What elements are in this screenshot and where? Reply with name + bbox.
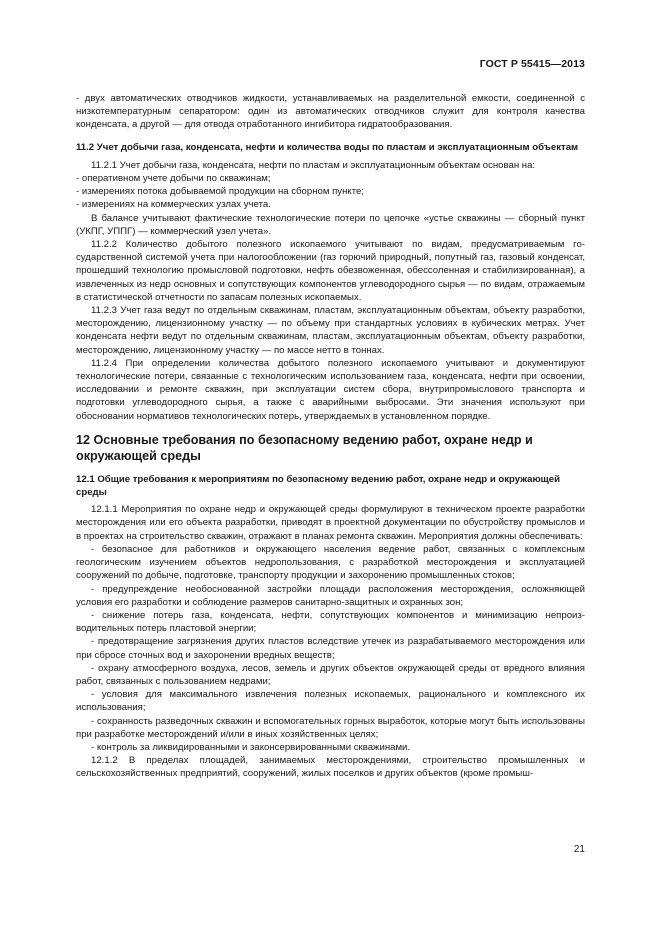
paragraph: 11.2.1 Учет добычи газа, конденсата, нефти по пластам и эксплуатационным объектам основан на:: [91, 159, 536, 171]
list-item: - условия для максимального извлечения полезных ископаемых, рационального и комплексного их использования;: [76, 689, 585, 714]
list-item: - охрану атмосферного воздуха, лесов, земель и других объектов окружающей среды от вредного влияния работ, связанных с пользованием недрами;: [76, 662, 585, 687]
list-item: - контроль за ликвидированными и законсервированными скважинами.: [91, 741, 411, 753]
list-item: - снижение потерь газа, конденсата, нефти, сопутствующих компонентов и минимизацию непроизводительных потерь пластовой энергии;: [76, 609, 585, 635]
page-number: 21: [573, 844, 585, 855]
list-item: - предупреждение необоснованной застройки площади расположения месторождения, осложняющей условия его разработки и соблюдение размеров санитарно-защитных и охранных зон;: [76, 583, 585, 608]
list-item: - предотвращение загрязнения других пластов вследствие утечек из разрабатываемого месторождения или при сбросе сточных вод и захоронении вредных веществ;: [76, 636, 585, 661]
document-body: [76, 92, 585, 781]
list-item: - измерениях на коммерческих узлах учета.: [76, 199, 271, 211]
document-header-id: ГОСТ Р 55415—2013: [479, 58, 585, 70]
paragraph: 11.2.4 При определении количества добытого полезного ископаемого учитывают и документируют технологические потери, связанные с технологическим использованием газа, конденсата, нефти при освоении, исследовании и ремонте скважин, при эксплуатации систем сбора, внутрипромыслового транспорта и подготовки углеводородного сырья, а также с аварийными выбросами. Эти значения используют при обосновании нормативов технологических потерь, утверждаемых в установленном порядке.: [76, 357, 585, 422]
list-item: - безопасное для работников и окружающего населения ведение работ, связанных с комплексным геологическим изучением объектов недропользования, с разработкой месторождения и эксплуатацией сооружений по добыче, подготовке, транспорту продукции и захоронению промышленных стоков;: [76, 543, 585, 582]
paragraph: - двух автоматических отводчиков жидкости, устанавливаемых на разделительной емкости, соединенной с низкотемпературным сепаратором: один из автоматических отводчиков служит для контроля качества конденсата, а другой — для отвода отработанного ингибитора гидратообразования.: [76, 93, 585, 131]
section-heading-12-1: 12.1 Общие требования к мероприятиям по безопасному ведению работ, охране недр и окружающей среды: [76, 473, 561, 499]
list-item: - сохранность разведочных скважин и вспомогательных горных выработок, которые могут быть использованы при разработке месторождений и/или в иных хозяйственных целях;: [76, 715, 585, 740]
paragraph: 12.1.1 Мероприятия по охране недр и окружающей среды формулируют в техническом проекте разработки месторождения или его объекта разработки, приводят в проектной документации по обустройству промыслов и в проектах на строительство скважин, отражают в планах ремонта скважин. Мероприятия должны обеспечивать:: [76, 504, 585, 542]
list-item: - измерениях потока добываемой продукции на сборном пункте;: [76, 186, 364, 198]
paragraph: В балансе учитывают фактические технологические потери по цепочке «устье скважины — сборный пункт (УКПГ, УППГ) — коммерческий узел учета».: [76, 212, 585, 237]
chapter-heading-12: 12 Основные требования по безопасному ведению работ, охране недр и окружающей среды: [76, 432, 533, 464]
list-item: - оперативном учете добычи по скважинам;: [76, 173, 271, 185]
paragraph: 12.1.2 В пределах площадей, занимаемых месторождениями, строительство промышленных и сельскохозяйственных предприятий, сооружений, жилых поселков и других объектов (кроме промыш-: [76, 755, 585, 780]
paragraph: 11.2.2 Количество добытого полезного ископаемого учитывают по видам, предусматриваемым государственной системой учета при налогообложении (газ горючий природный, попутный газ, газовый конденсат, прошедший технологию промысловой подготовки, нефть обезвоженная, обессоленная и стабилизированная), а извлеченных из недр основных и сопутствующих компонентов углеводородного сырья — по видам, отражаемым в статистической отчетности по запасам полезных ископаемых.: [76, 239, 585, 303]
paragraph: 11.2.3 Учет газа ведут по отдельным скважинам, пластам, эксплуатационным объектам, объекту разработки, месторождению, лицензионному участку — по объему при стандартных условиях в кубических метрах. Учет конденсата нефти ведут по отдельным скважинам, пластам, эксплуатационным объектам, объекту разработки, месторождению, лицензионному участку — по массе нетто в тоннах.: [76, 305, 585, 356]
section-heading-11-2: 11.2 Учет добычи газа, конденсата, нефти и количества воды по пластам и эксплуатационным объектам: [76, 141, 579, 153]
